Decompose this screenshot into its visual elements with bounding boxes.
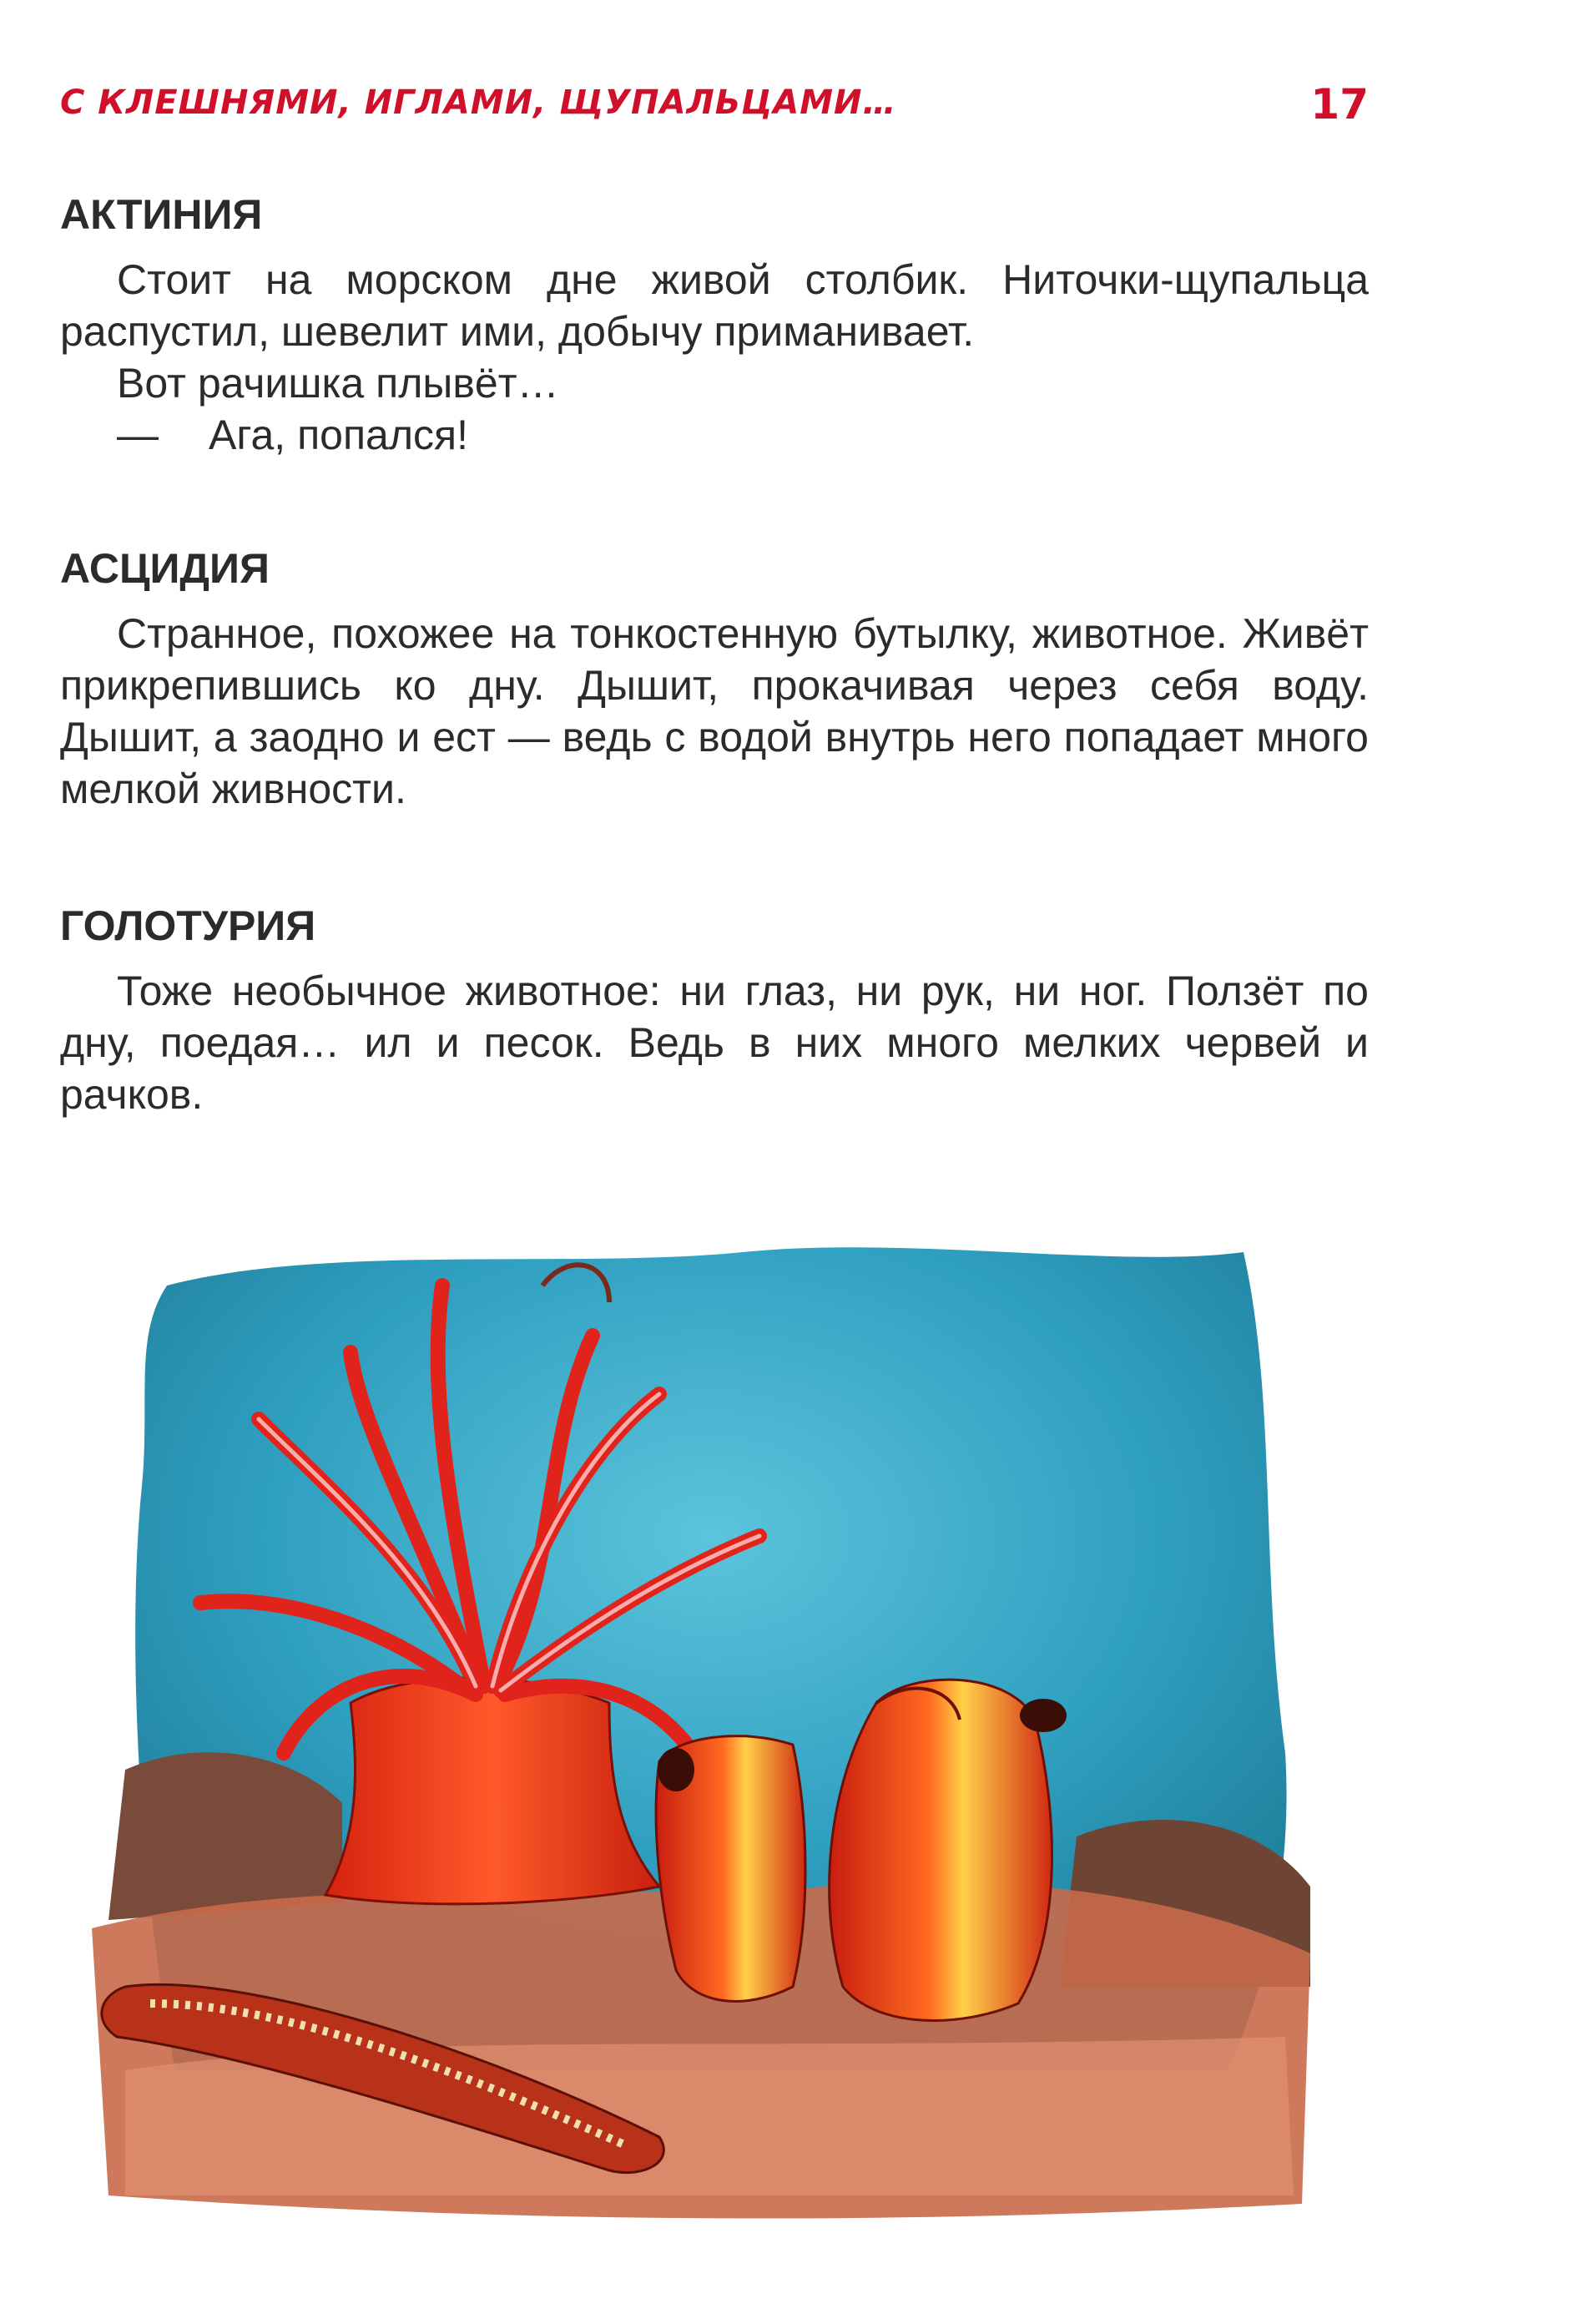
running-title: С КЛЕШНЯМИ, ИГЛАМИ, ЩУПАЛЬЦАМИ… bbox=[60, 83, 897, 122]
anemone-body bbox=[325, 1678, 659, 1904]
dialogue-text: Ага, попался! bbox=[209, 412, 468, 458]
section-heading: АКТИНИЯ bbox=[60, 191, 263, 238]
section-aktiniya bbox=[60, 190, 1369, 461]
section-heading: ГОЛОТУРИЯ bbox=[60, 902, 316, 949]
section-line: Вот рачишка плывёт… bbox=[117, 360, 559, 407]
section-paragraph: Тоже необычное животное: ни глаз, ни рук, ни ног. Ползёт по дну, поедая… ил и песок. Ведь в них много мелких червей и рачков. bbox=[60, 967, 1369, 1118]
dialogue-line bbox=[60, 409, 1369, 461]
section-paragraph: Странное, похожее на тонкостенную бутылку, животное. Живёт прикрепившись ко дну. Дышит, прокачивая через себя воду. Дышит, а заодно и ест — ведь с водой внутрь него попадает много мелкой живности. bbox=[60, 610, 1369, 812]
rocks bbox=[108, 1752, 342, 1920]
section-heading: АСЦИДИЯ bbox=[60, 545, 270, 592]
section-paragraph: Стоит на морском дне живой столбик. Ниточки-щупальца распустил, шевелит ими, добычу приманивает. bbox=[60, 256, 1369, 355]
section-ascidiya bbox=[60, 544, 1369, 815]
sea-creatures-illustration bbox=[75, 1235, 1327, 2229]
ascidian-bottle-right bbox=[830, 1680, 1052, 2020]
page-number: 17 bbox=[1310, 80, 1369, 129]
dialogue-dash: — bbox=[117, 412, 159, 458]
section-goloturiya bbox=[60, 902, 1369, 1120]
